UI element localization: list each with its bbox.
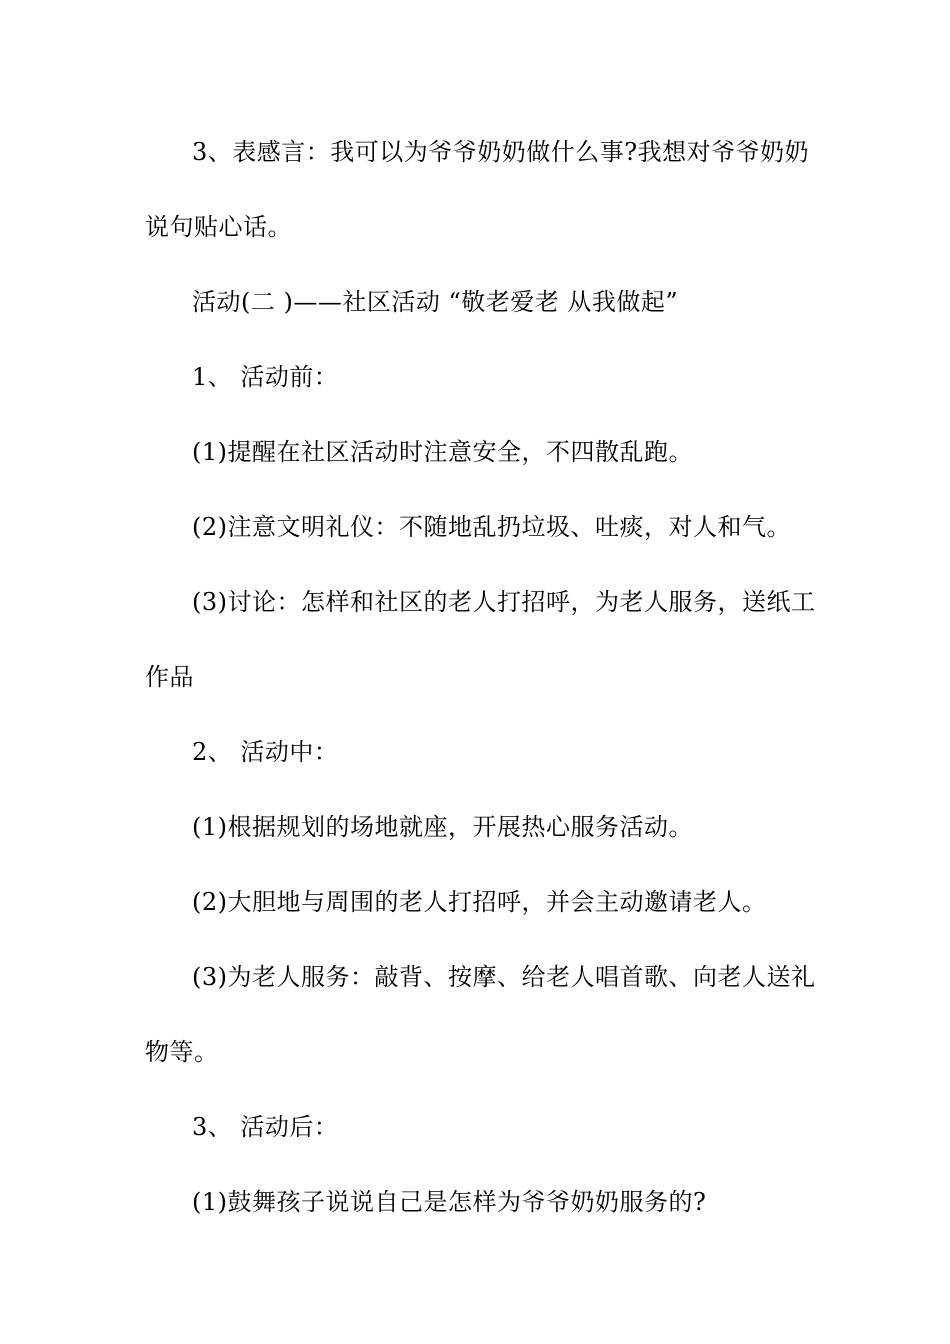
section-heading: 活动(二 )——社区活动 “敬老爱老 从我做起” — [192, 288, 679, 316]
list-item: (3)为老人服务：敲背、按摩、给老人唱首歌、向老人送礼 — [192, 963, 816, 991]
list-item-continuation: 作品 — [145, 663, 194, 691]
list-item: (1)提醒在社区活动时注意安全，不四散乱跑。 — [192, 438, 693, 466]
list-item-continuation: 物等。 — [145, 1038, 219, 1066]
list-heading: 2、 活动中： — [192, 738, 339, 766]
list-item: (1)鼓舞孩子说说自己是怎样为爷爷奶奶服务的? — [192, 1188, 707, 1216]
paragraph-line: 说句贴心话。 — [145, 213, 292, 241]
list-heading: 1、 活动前： — [192, 363, 339, 391]
list-heading: 3、 活动后： — [192, 1113, 339, 1141]
list-item: (2)注意文明礼仪：不随地乱扔垃圾、吐痰，对人和气。 — [192, 513, 791, 541]
list-item: (2)大胆地与周围的老人打招呼，并会主动邀请老人。 — [192, 888, 767, 916]
list-item: (1)根据规划的场地就座，开展热心服务活动。 — [192, 813, 693, 841]
paragraph-line: 3、表感言：我可以为爷爷奶奶做什么事?我想对爷爷奶奶 — [192, 138, 810, 166]
list-item: (3)讨论：怎样和社区的老人打招呼，为老人服务，送纸工 — [192, 588, 816, 616]
